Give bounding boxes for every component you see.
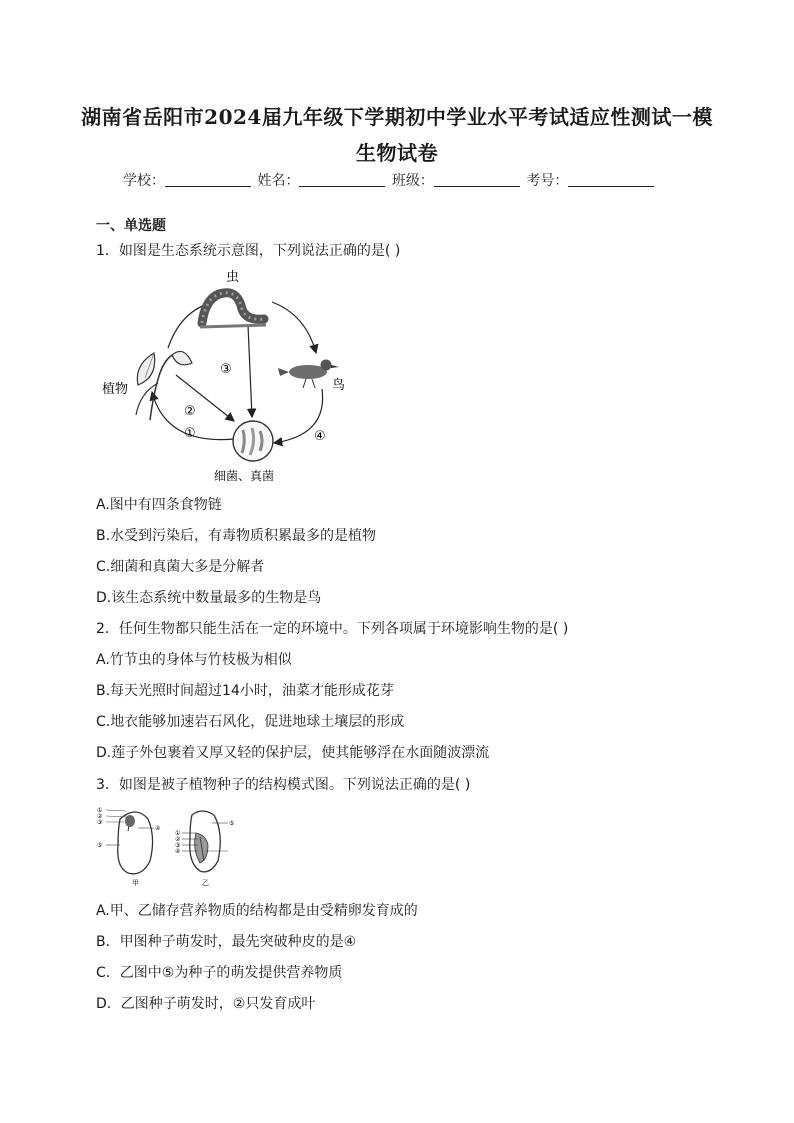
a-label-5: ⑤ [97, 842, 103, 849]
b-label-5: ⑤ [229, 820, 235, 827]
b-label-4: ④ [175, 848, 181, 855]
a-label-4: ④ [155, 825, 161, 832]
b-label-2: ② [175, 836, 181, 843]
name-blank[interactable] [299, 172, 385, 187]
q3-option-d[interactable]: D．乙图种子萌发时，②只发育成叶 [96, 996, 316, 1012]
a-label-2: ② [97, 813, 103, 820]
plant-label: 植物 [102, 382, 129, 397]
question-1-stem: 1．如图是生态系统示意图，下列说法正确的是( ) [96, 243, 401, 259]
page-subtitle: 生物试卷 [356, 141, 438, 165]
school-label: 学校： [123, 173, 165, 189]
arrow-insect-down-decomposer [248, 325, 252, 417]
b-label-3: ③ [175, 842, 181, 849]
q1-option-d[interactable]: D.该生态系统中数量最多的生物是鸟 [96, 590, 322, 606]
arrow-1-label: ① [184, 426, 196, 441]
question-3-stem: 3．如图是被子植物种子的结构模式图。下列说法正确的是( ) [96, 777, 471, 793]
q2-option-b[interactable]: B.每天光照时间超过14小时，油菜才能形成花芽 [96, 683, 394, 699]
q3-option-c[interactable]: C．乙图中⑤为种子的萌发提供营养物质 [96, 965, 343, 981]
decomposer-label: 细菌、真菌 [214, 469, 275, 483]
class-label: 班级： [391, 173, 434, 189]
arrow-3-label: ③ [220, 362, 232, 377]
q2-option-d[interactable]: D.莲子外包裹着又厚又轻的保护层，使其能够浮在水面随波漂流 [96, 745, 490, 761]
school-blank[interactable] [165, 172, 251, 187]
exam-no-blank[interactable] [568, 172, 654, 187]
seed-a-caption: 甲 [132, 879, 139, 887]
bacteria-fungi-icon [233, 421, 273, 461]
bird-label: 鸟 [332, 378, 346, 393]
arrow-insect-to-bird [272, 302, 316, 353]
section-heading: 一、单选题 [96, 218, 166, 234]
q1-option-a[interactable]: A.图中有四条食物链 [96, 497, 222, 513]
q3-option-b[interactable]: B．甲图种子萌发时，最先突破种皮的是④ [96, 934, 357, 950]
page-title: 湖南省岳阳市2024届九年级下学期初中学业水平考试适应性测试一模 [81, 105, 713, 129]
exam-no-label: 考号： [526, 173, 569, 189]
q1-option-b[interactable]: B.水受到污染后，有毒物质积累最多的是植物 [96, 528, 377, 544]
insect-label: 虫 [226, 270, 240, 285]
a-label-1: ① [97, 807, 103, 814]
q3-option-a[interactable]: A.甲、乙储存营养物质的结构都是由受精卵发育成的 [96, 903, 418, 919]
ecosystem-diagram [96, 265, 366, 487]
arrow-2-label: ② [184, 404, 196, 419]
seed-b-caption: 乙 [202, 879, 209, 887]
class-blank[interactable] [434, 172, 520, 187]
q1-option-c[interactable]: C.细菌和真菌大多是分解者 [96, 559, 265, 575]
bean-seed-figure [106, 810, 154, 874]
bird-icon [278, 360, 339, 389]
name-label: 姓名： [257, 173, 300, 189]
student-info-row [123, 170, 656, 190]
question-2-stem: 2．任何生物都只能生活在一定的环境中。下列各项属于环境影响生物的是( ) [96, 621, 569, 637]
corn-seed-figure [182, 811, 228, 872]
q2-option-a[interactable]: A.竹节虫的身体与竹枝极为相似 [96, 652, 292, 668]
arrow-4-label: ④ [314, 429, 326, 444]
b-label-1: ① [175, 830, 181, 837]
a-label-3: ③ [97, 819, 103, 826]
q2-option-c[interactable]: C.地衣能够加速岩石风化，促进地球土壤层的形成 [96, 714, 405, 730]
caterpillar-icon [200, 293, 266, 327]
seed-structure-diagram [96, 803, 256, 893]
